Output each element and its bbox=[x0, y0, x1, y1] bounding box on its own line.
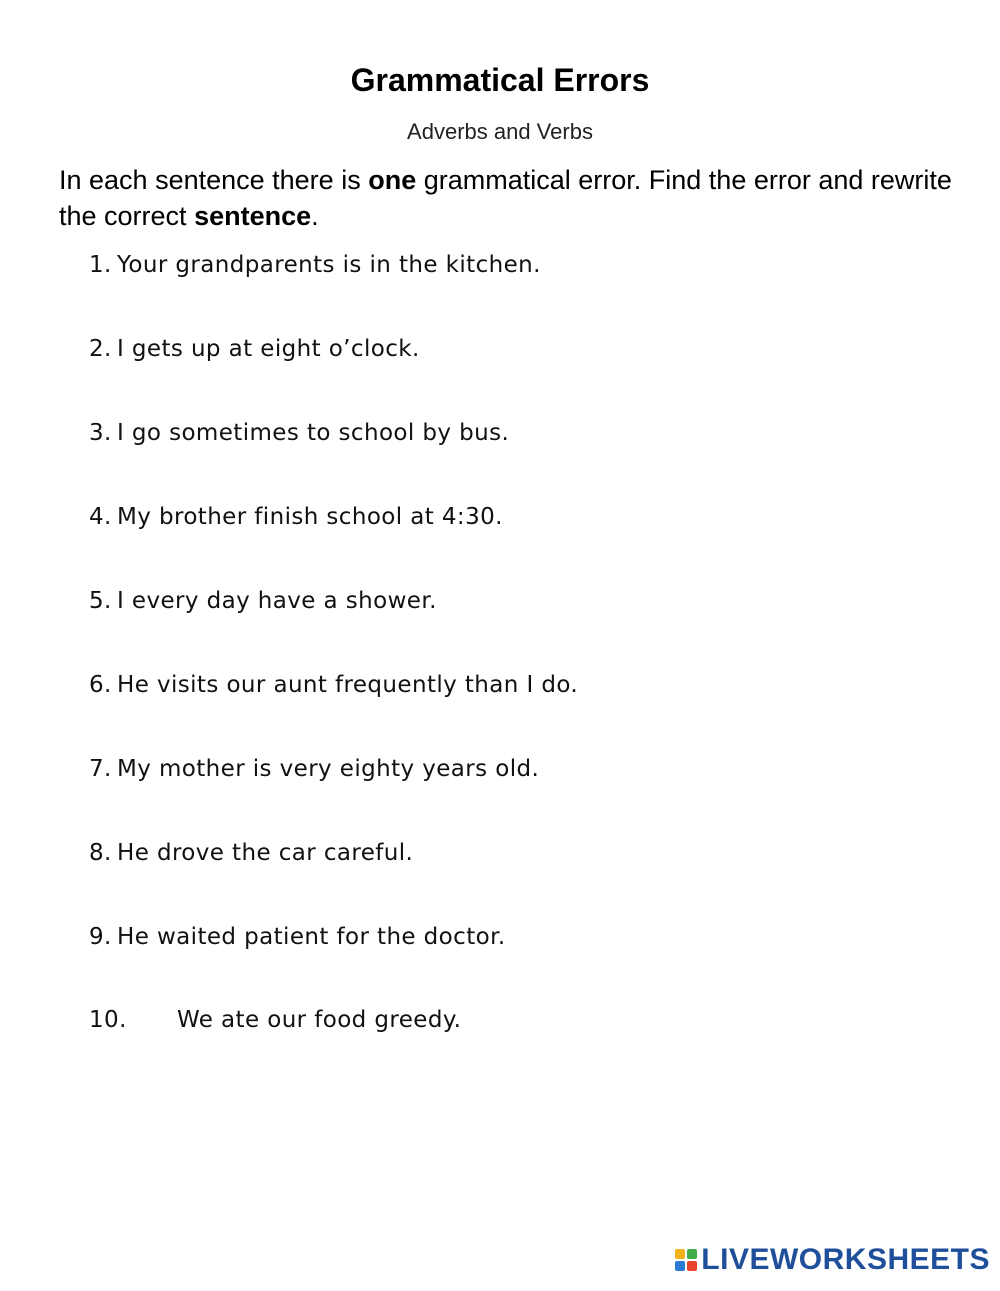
item-number: 8. bbox=[89, 840, 112, 866]
item-sentence: He waited patient for the doctor. bbox=[117, 924, 506, 950]
list-item bbox=[89, 332, 909, 366]
item-sentence: Your grandparents is in the kitchen. bbox=[117, 252, 541, 278]
item-sentence: He drove the car careful. bbox=[117, 840, 414, 866]
list-item bbox=[89, 500, 909, 534]
item-number: 2. bbox=[89, 336, 112, 362]
item-number: 9. bbox=[89, 924, 112, 950]
instructions-text-1: In each sentence there is bbox=[59, 165, 369, 195]
item-sentence: He visits our aunt frequently than I do. bbox=[117, 672, 579, 698]
item-number: 6. bbox=[89, 672, 112, 698]
item-sentence: My mother is very eighty years old. bbox=[117, 756, 540, 782]
logo-text: LIVEWORKSHEETS bbox=[701, 1243, 990, 1276]
logo-square bbox=[687, 1261, 697, 1271]
item-sentence: I go sometimes to school by bus. bbox=[117, 420, 510, 446]
logo-square bbox=[675, 1249, 685, 1259]
liveworksheets-logo bbox=[675, 1245, 990, 1275]
instructions-text-2: grammatical error. Find the error and rewrite the correct bbox=[59, 165, 952, 231]
logo-square bbox=[675, 1261, 685, 1271]
list-item bbox=[89, 668, 909, 702]
item-sentence: I every day have a shower. bbox=[117, 588, 437, 614]
list-item bbox=[89, 1003, 909, 1037]
list-item bbox=[89, 248, 909, 282]
instructions-bold-one: one bbox=[368, 165, 417, 195]
item-number: 7. bbox=[89, 756, 112, 782]
logo-grid-icon bbox=[675, 1249, 697, 1271]
item-sentence: We ate our food greedy. bbox=[177, 1007, 462, 1033]
item-number: 10. bbox=[89, 1007, 127, 1033]
item-sentence: I gets up at eight o’clock. bbox=[117, 336, 420, 362]
instructions-text-3: . bbox=[311, 201, 319, 231]
item-number: 1. bbox=[89, 252, 112, 278]
list-item bbox=[89, 416, 909, 450]
list-item bbox=[89, 920, 909, 954]
list-item bbox=[89, 836, 909, 870]
item-number: 4. bbox=[89, 504, 112, 530]
list-item bbox=[89, 584, 909, 618]
instructions bbox=[59, 162, 959, 234]
logo-square bbox=[687, 1249, 697, 1259]
item-number: 5. bbox=[89, 588, 112, 614]
list-item bbox=[89, 752, 909, 786]
worksheet-subtitle: Adverbs and Verbs bbox=[407, 119, 593, 144]
worksheet-title: Grammatical Errors bbox=[350, 62, 650, 98]
item-number: 3. bbox=[89, 420, 112, 446]
item-sentence: My brother finish school at 4:30. bbox=[117, 504, 503, 530]
instructions-bold-sentence: sentence bbox=[194, 201, 312, 231]
